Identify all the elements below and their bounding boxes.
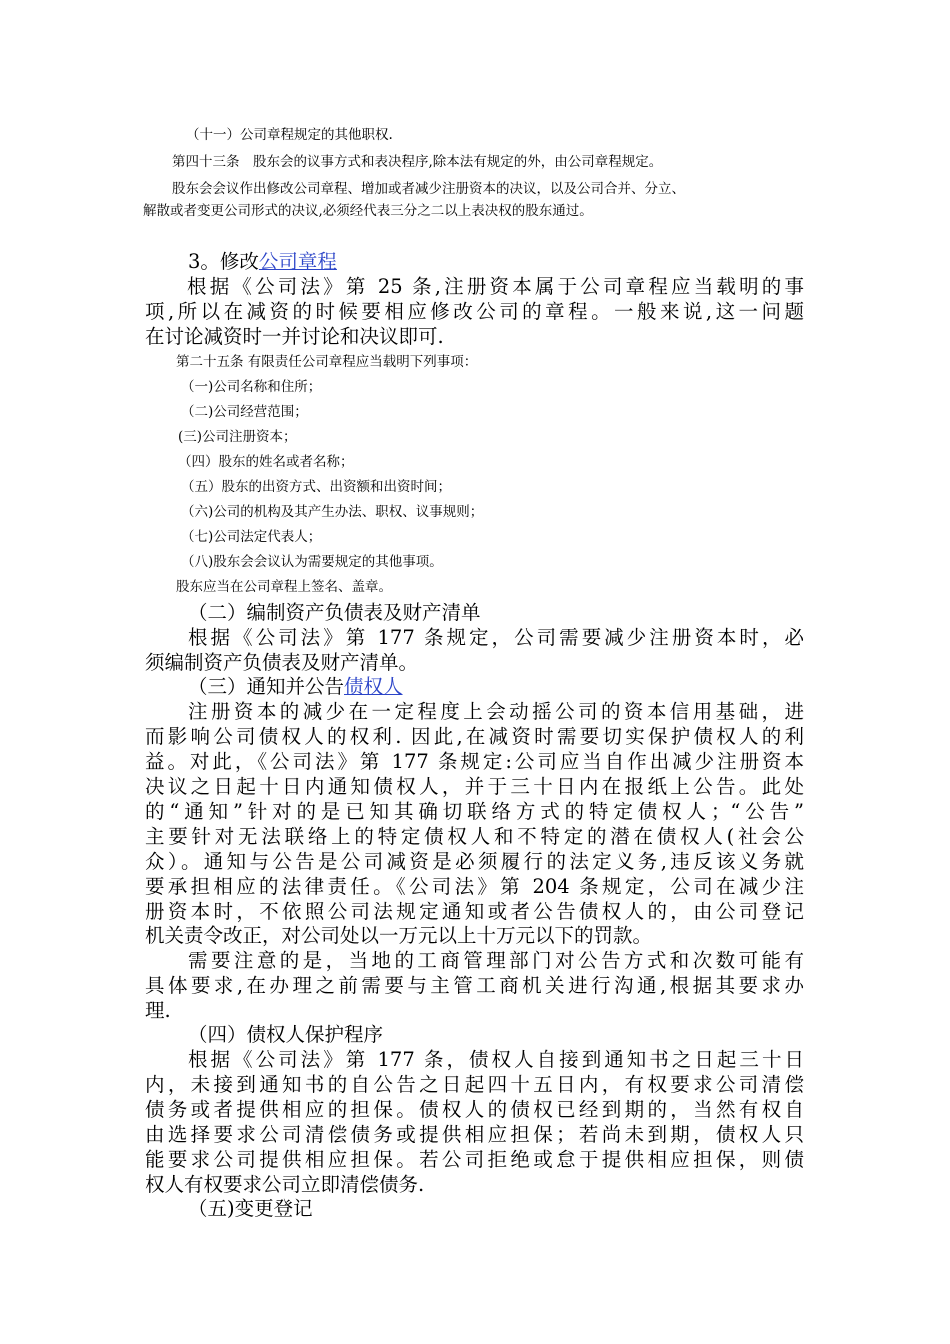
text-line: 解散或者变更公司形式的决议,必须经代表三分之二以上表决权的股东通过。 bbox=[143, 203, 593, 219]
paragraph-line: 权人有权要求公司立即清偿债务. bbox=[145, 1173, 425, 1196]
paragraph-line: 由选择要求公司清偿债务或提供相应担保；若尚未到期，债权人只 bbox=[145, 1123, 804, 1146]
heading-text: （三）通知并公告 bbox=[188, 675, 345, 698]
paragraph-line: 要承担相应的法律责任。《公司法》第 204 条规定，公司在减少注 bbox=[145, 875, 804, 898]
section-heading bbox=[188, 248, 337, 275]
list-item: （四）股东的姓名或者名称； bbox=[178, 454, 354, 470]
list-item: (三)公司注册资本； bbox=[178, 429, 297, 445]
paragraph-line: 众）。通知与公告是公司减资是必须履行的法定义务,违反该义务就 bbox=[145, 850, 804, 873]
paragraph-line: 具体要求,在办理之前需要与主管工商机关进行沟通,根据其要求办 bbox=[145, 974, 804, 997]
section-heading: （四）债权人保护程序 bbox=[188, 1023, 384, 1046]
heading-text: 3。修改 bbox=[188, 250, 259, 273]
paragraph-line: 主要针对无法联络上的特定债权人和不特定的潜在债权人(社会公 bbox=[145, 825, 804, 848]
paragraph-line: 根据《公司法》第 177 条，债权人自接到通知书之日起三十日 bbox=[188, 1048, 804, 1071]
paragraph-line: 机关责令改正，对公司处以一万元以上十万元以下的罚款。 bbox=[145, 924, 653, 947]
paragraph-line: 而影响公司债权人的权利. 因此,在减资时需要切实保护债权人的利 bbox=[145, 725, 804, 748]
list-item: （二)公司经营范围； bbox=[181, 404, 308, 420]
section-heading bbox=[188, 673, 403, 700]
list-item: （八)股东会会议认为需要规定的其他事项。 bbox=[181, 554, 443, 570]
paragraph-line: 须编制资产负债表及财产清单。 bbox=[145, 651, 419, 674]
text-line: 第四十三条 股东会的议事方式和表决程序,除本法有规定的外，由公司章程规定。 bbox=[172, 154, 663, 170]
list-item: （一)公司名称和住所； bbox=[181, 379, 322, 395]
link-company-articles[interactable]: 公司章程 bbox=[258, 250, 337, 273]
paragraph-line: 需要注意的是，当地的工商管理部门对公告方式和次数可能有 bbox=[188, 949, 804, 972]
paragraph-line: 债务或者提供相应的担保。债权人的债权已经到期的，当然有权自 bbox=[145, 1098, 804, 1121]
paragraph-line: 注册资本的减少在一定程度上会动摇公司的资本信用基础，进 bbox=[188, 700, 804, 723]
paragraph-line: 能要求公司提供相应担保。若公司拒绝或怠于提供相应担保，则债 bbox=[145, 1148, 804, 1171]
paragraph-line: 内，未接到通知书的自公告之日起四十五日内，有权要求公司清偿 bbox=[145, 1073, 804, 1096]
text-line: 股东应当在公司章程上签名、盖章。 bbox=[176, 579, 392, 595]
paragraph-line: 理. bbox=[145, 999, 171, 1022]
list-item: （六)公司的机构及其产生办法、职权、议事规则； bbox=[181, 504, 484, 520]
paragraph-line: 根据《公司法》第 25 条,注册资本属于公司章程应当载明的事 bbox=[187, 275, 804, 298]
section-heading: （五)变更登记 bbox=[188, 1197, 313, 1220]
text-line: （十一）公司章程规定的其他职权. bbox=[186, 127, 393, 143]
paragraph-line: 益。对此，《公司法》第 177 条规定:公司应当自作出减少注册资本 bbox=[145, 750, 804, 773]
paragraph-line: 项,所以在减资的时候要相应修改公司的章程。一般来说,这一问题 bbox=[145, 300, 804, 323]
link-creditors[interactable]: 债权人 bbox=[344, 675, 403, 698]
paragraph-line: 册资本时，不依照公司法规定通知或者公告债权人的，由公司登记 bbox=[145, 900, 804, 923]
paragraph-line: 根据《公司法》第 177 条规定，公司需要减少注册资本时，必 bbox=[188, 626, 804, 649]
list-item: （五）股东的出资方式、出资额和出资时间； bbox=[181, 479, 451, 495]
text-line: 第二十五条 有限责任公司章程应当载明下列事项： bbox=[176, 354, 478, 370]
text-line: 股东会会议作出修改公司章程、增加或者减少注册资本的决议，以及公司合并、分立、 bbox=[172, 181, 685, 197]
paragraph-line: 的“通知”针对的是已知其确切联络方式的特定债权人；“公告” bbox=[145, 800, 804, 823]
list-item: （七)公司法定代表人； bbox=[181, 529, 322, 545]
paragraph-line: 决议之日起十日内通知债权人，并于三十日内在报纸上公告。此处 bbox=[145, 775, 804, 798]
paragraph-line: 在讨论减资时一并讨论和决议即可. bbox=[145, 325, 444, 348]
section-heading: （二）编制资产负债表及财产清单 bbox=[188, 601, 481, 624]
